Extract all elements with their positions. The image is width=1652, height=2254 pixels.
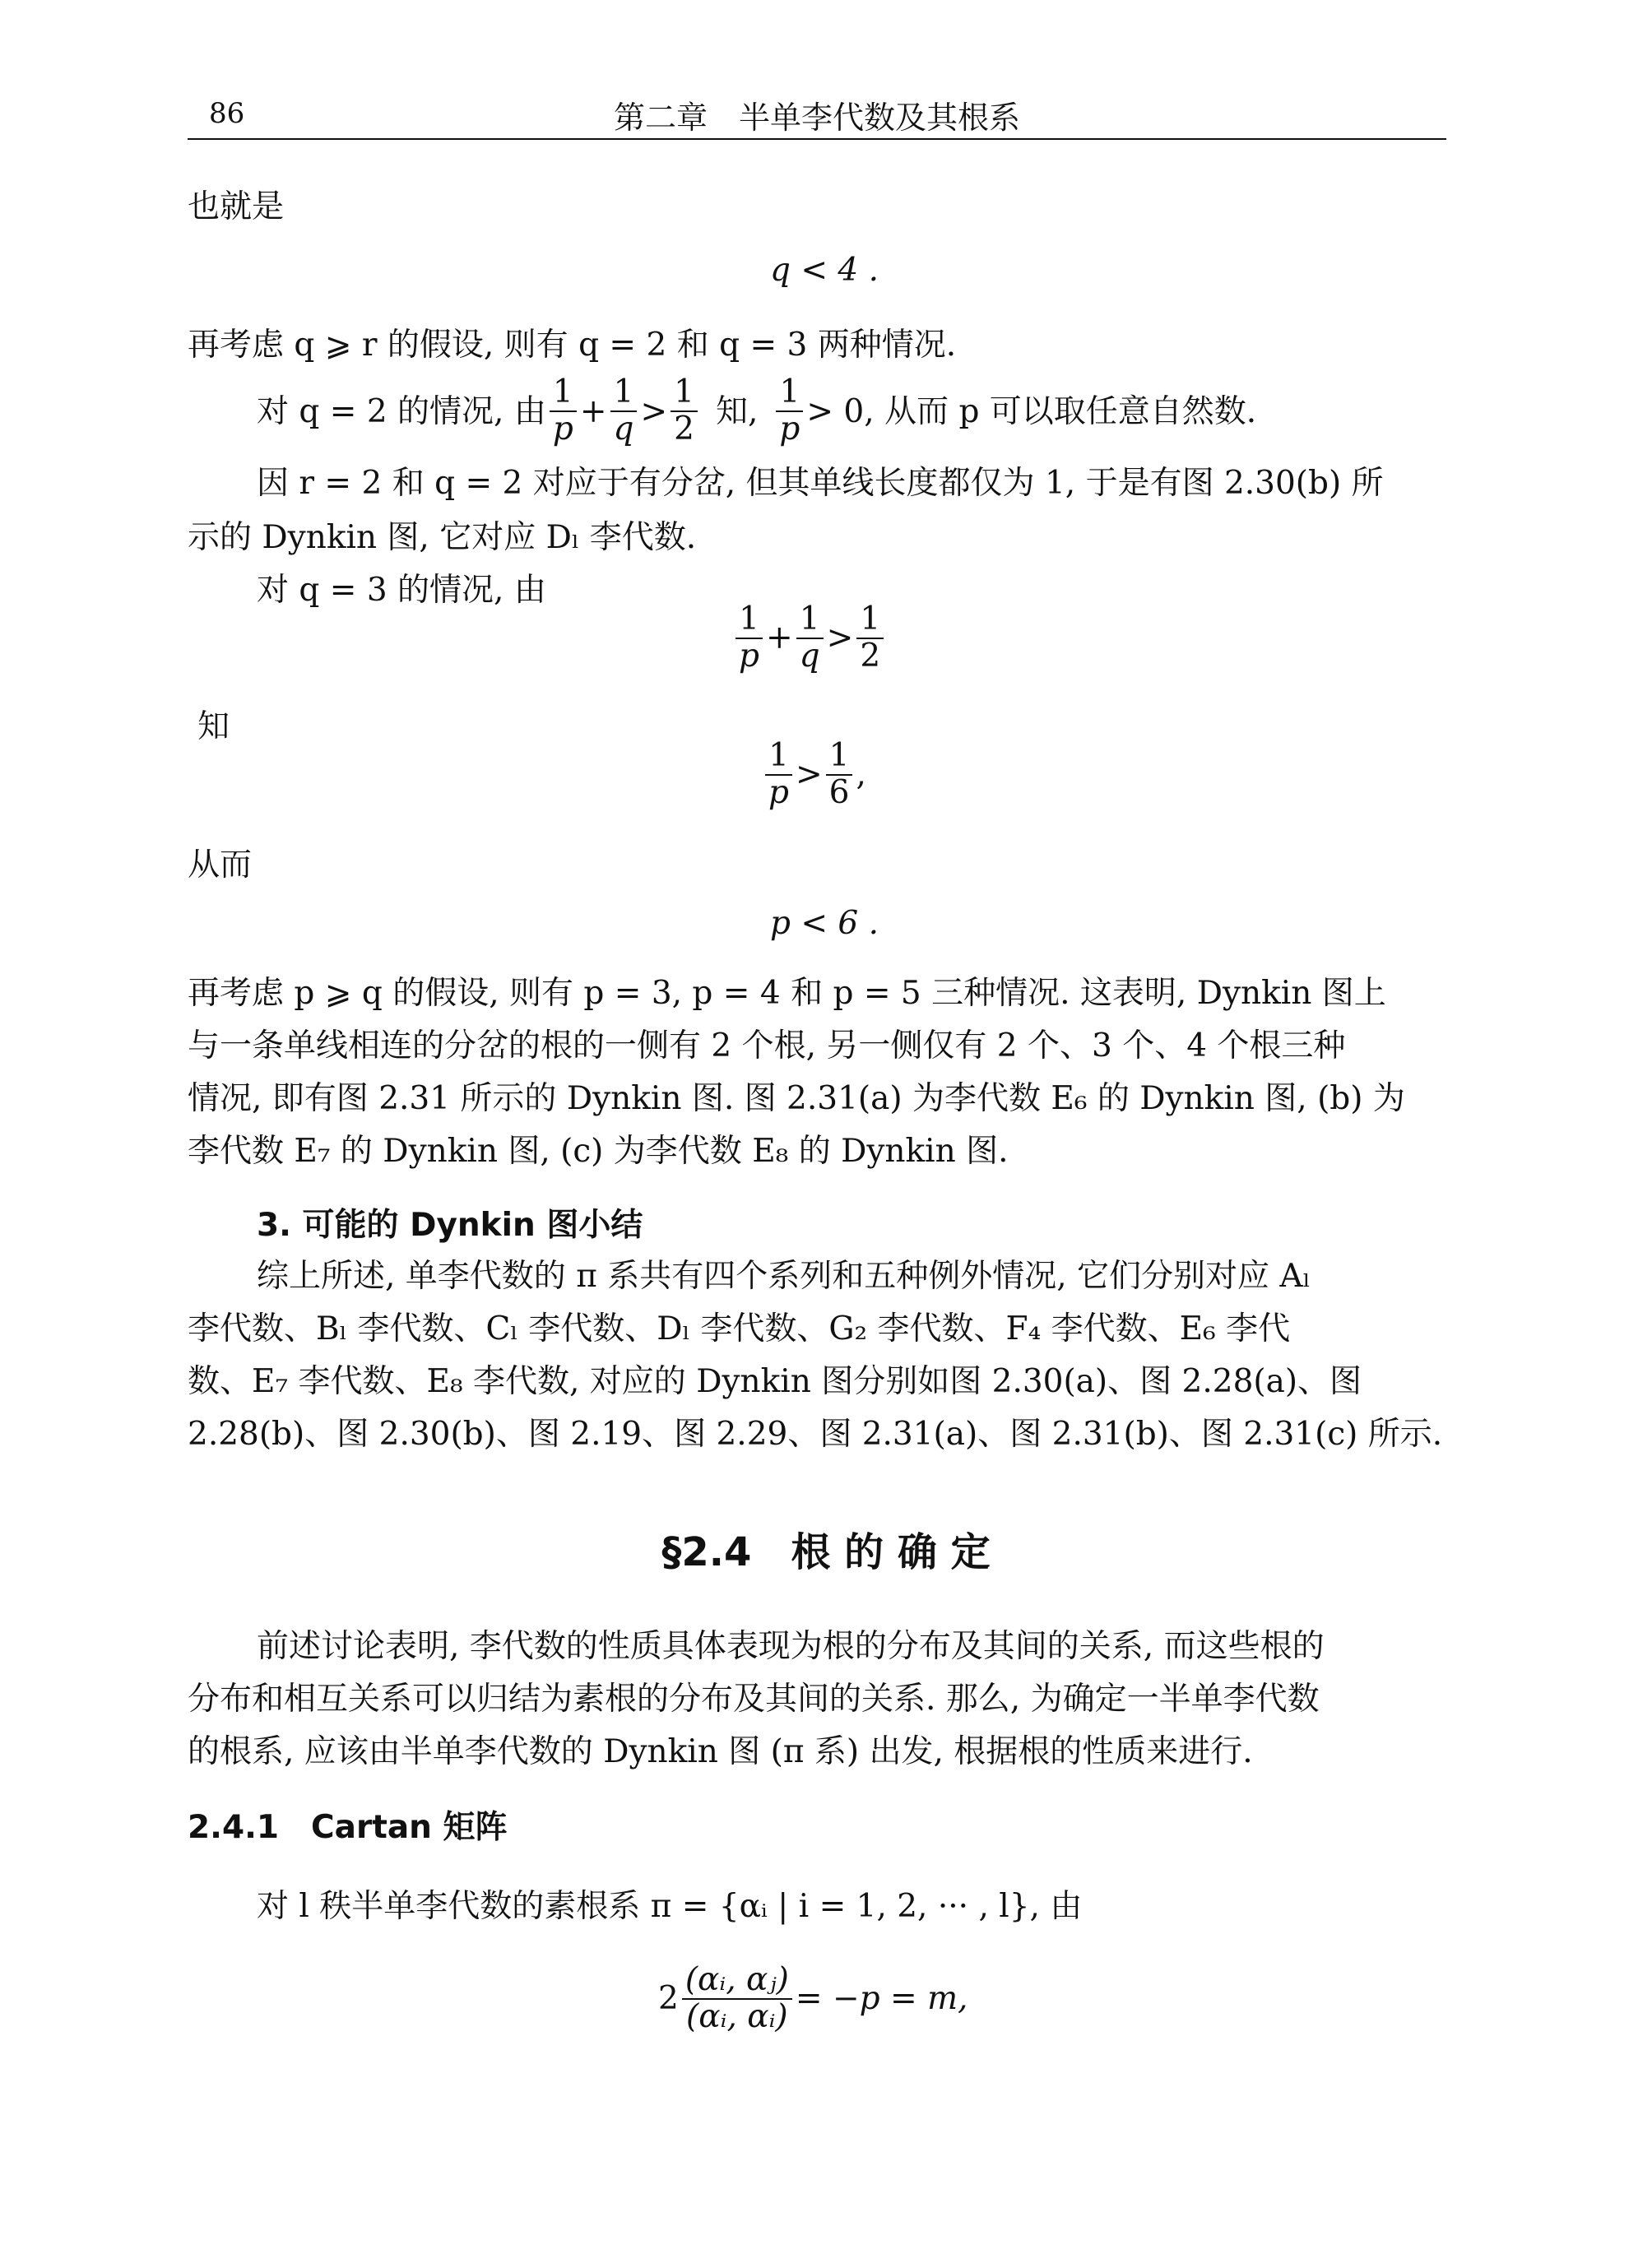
text-fragment: 知, (715, 392, 759, 430)
numerator: 1 (826, 739, 853, 776)
equation-rhs: = −p = m, (795, 1980, 968, 2018)
subsection-title: 2.4.1 Cartan 矩阵 (188, 1809, 508, 1846)
text-line: 2.28(b)、图 2.30(b)、图 2.19、图 2.29、图 2.31(a)、图 2.31(b)、图 2.31(c) 所示. (188, 1416, 1443, 1453)
denominator: p (552, 410, 573, 448)
text-line: 对 q = 3 的情况, 由 (257, 572, 546, 609)
equation-p-lt-6: p < 6 . (770, 905, 879, 942)
fraction-1-over-2 (671, 375, 698, 448)
text-line: 对 l 秩半单李代数的素根系 π = {αᵢ | i = 1, 2, ··· , l}, 由 (257, 1888, 1083, 1925)
section-title: §2.4 根 的 确 定 (661, 1529, 991, 1575)
numerator: 1 (776, 375, 803, 412)
fraction-1-over-p (550, 375, 577, 448)
text-line: 知 (197, 708, 230, 745)
text-line: 情况, 即有图 2.31 所示的 Dynkin 图. 图 2.31(a) 为李代数 E₆ 的 Dynkin 图, (b) 为 (188, 1080, 1405, 1117)
text-line: 从而 (188, 846, 253, 884)
text-line-with-fractions (257, 372, 1256, 451)
fraction-1-over-q (796, 602, 824, 675)
text-line: 也就是 (188, 188, 285, 225)
denominator: q (799, 637, 820, 675)
numerator: 1 (671, 375, 698, 412)
text-line: 再考虑 q ⩾ r 的假设, 则有 q = 2 和 q = 3 两种情况. (188, 327, 957, 364)
fraction-1-over-q (610, 375, 638, 448)
denominator: 2 (860, 637, 881, 675)
fraction-inner-products (682, 1963, 792, 2035)
text-line: 数、E₇ 李代数、E₈ 李代数, 对应的 Dynkin 图分别如图 2.30(a)、图 2.28(a)、图 (188, 1363, 1362, 1400)
numerator: 1 (736, 602, 763, 639)
numerator: 1 (856, 602, 884, 639)
text-line: 分布和相互关系可以归结为素根的分布及其间的关系. 那么, 为确定一半单李代数 (188, 1681, 1320, 1718)
display-equation (732, 602, 887, 675)
numerator: 1 (550, 375, 577, 412)
gt-sign: > (640, 392, 668, 430)
text-line: 示的 Dynkin 图, 它对应 Dₗ 李代数. (188, 519, 697, 556)
text-line: 前述讨论表明, 李代数的性质具体表现为根的分布及其间的关系, 而这些根的 (257, 1628, 1325, 1665)
coefficient: 2 (658, 1980, 679, 2018)
text-line: 因 r = 2 和 q = 2 对应于有分岔, 但其单线长度都仅为 1, 于是有图 2.30(b) 所 (257, 465, 1384, 502)
page-header (188, 92, 1446, 140)
fraction-1-over-6 (826, 739, 853, 811)
denominator: 6 (828, 773, 850, 811)
denominator: p (739, 637, 759, 675)
text-line: 李代数、Bₗ 李代数、Cₗ 李代数、Dₗ 李代数、G₂ 李代数、F₄ 李代数、E₆ 李代 (188, 1310, 1291, 1347)
text-fragment: 对 q = 2 的情况, 由 (257, 392, 546, 430)
text-line: 李代数 E₇ 的 Dynkin 图, (c) 为李代数 E₈ 的 Dynkin 图. (188, 1133, 1009, 1170)
display-equation-cartan (658, 1963, 968, 2035)
subheading: 3. 可能的 Dynkin 图小结 (257, 1207, 643, 1244)
plus-sign: + (765, 619, 793, 657)
plus-sign: + (579, 392, 607, 430)
fraction-1-over-p (765, 739, 792, 811)
fraction-1-over-p (736, 602, 763, 675)
numerator: 1 (610, 375, 638, 412)
denominator: (αᵢ, αᵢ) (686, 1997, 788, 2035)
denominator: 2 (674, 410, 694, 448)
text-line: 与一条单线相连的分岔的根的一侧有 2 个根, 另一侧仅有 2 个、3 个、4 个根三种 (188, 1027, 1346, 1064)
fraction-1-over-2 (856, 602, 884, 675)
text-line: 再考虑 p ⩾ q 的假设, 则有 p = 3, p = 4 和 p = 5 三种情况. 这表明, Dynkin 图上 (188, 975, 1386, 1012)
text-line: 的根系, 应该由半单李代数的 Dynkin 图 (π 系) 出发, 根据根的性质来进行. (188, 1733, 1253, 1770)
chapter-title: 第二章 半单李代数及其根系 (613, 100, 1020, 136)
gt-sign: > (826, 619, 854, 657)
denominator: p (779, 410, 800, 448)
equation-q-lt-4: q < 4 . (770, 252, 879, 289)
page-number: 86 (209, 97, 245, 130)
denominator: p (768, 773, 789, 811)
numerator: (αᵢ, αⱼ) (682, 1963, 792, 2000)
comma: , (856, 756, 866, 794)
fraction-1-over-p (776, 375, 803, 448)
numerator: 1 (765, 739, 792, 776)
numerator: 1 (796, 602, 824, 639)
gt-sign: > (795, 756, 823, 794)
display-equation (762, 739, 866, 811)
denominator: q (613, 410, 634, 448)
text-fragment: > 0, 从而 p 可以取任意自然数. (806, 392, 1257, 430)
text-line: 综上所述, 单李代数的 π 系共有四个系列和五种例外情况, 它们分别对应 Aₗ (257, 1258, 1311, 1295)
